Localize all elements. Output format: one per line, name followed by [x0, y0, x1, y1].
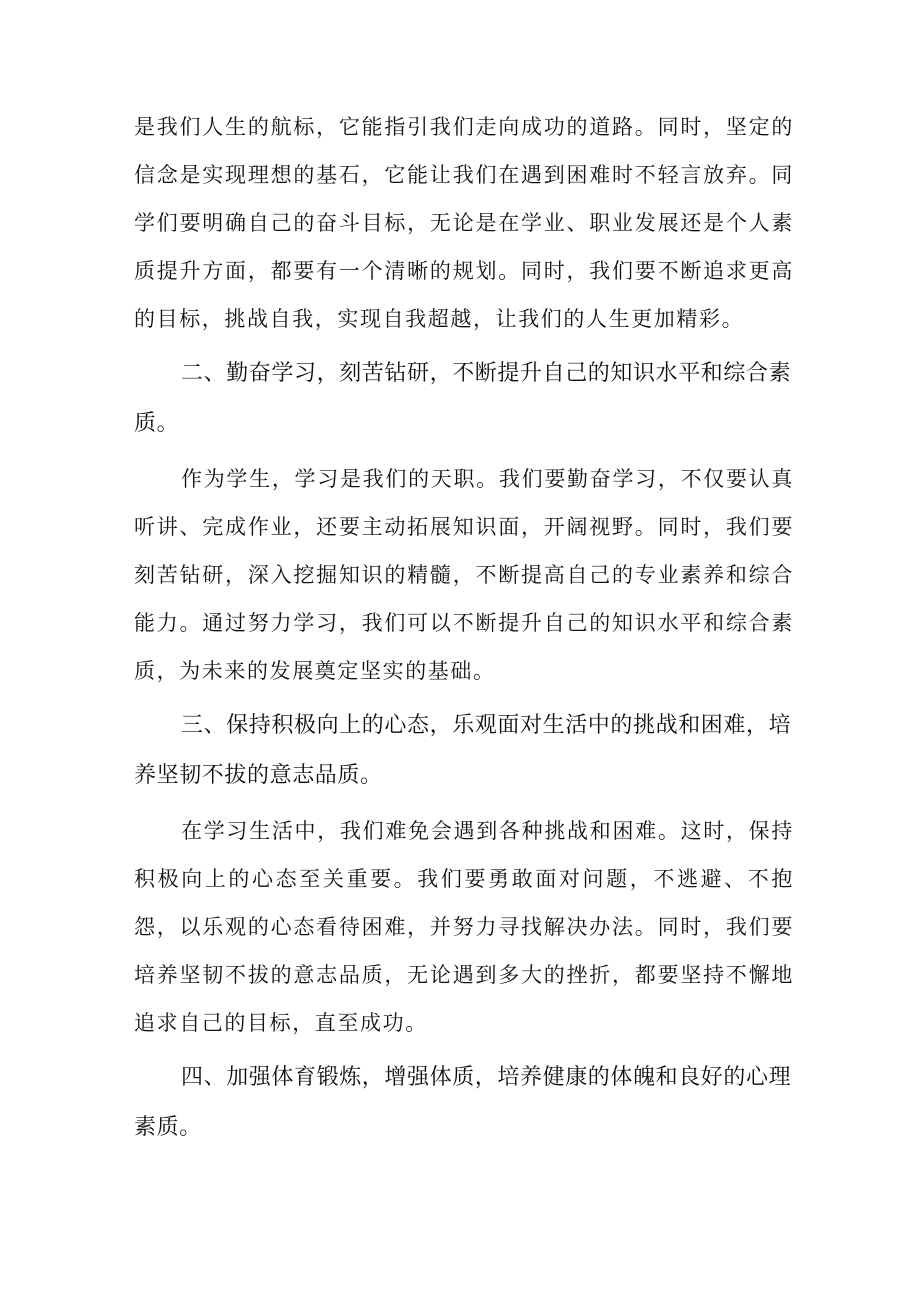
heading-study: 二、勤奋学习，刻苦钻研，不断提升自己的知识水平和综合素质。 — [134, 361, 792, 436]
paragraph-attitude: 在学习生活中，我们难免会遇到各种挑战和困难。这时，保持积极向上的心态至关重要。我们要勇敢面对问题，不逃避、不抱怨，以乐观的心态看待困难，并努力寻找解决办法。同时，我们要培养坚韧不拔的意志品质，无论遇到多大的挫折，都要坚持不懈地追求自己的目标，直至成功。 — [134, 819, 794, 1035]
heading-fitness: 四、加强体育锻炼，增强体质，培养健康的体魄和良好的心理素质。 — [134, 1065, 792, 1140]
paragraph-study: 作为学生，学习是我们的天职。我们要勤奋学习，不仅要认真听讲、完成作业，还要主动拓展知识面，开阔视野。同时，我们要刻苦钻研，深入挖掘知识的精髓，不断提高自己的专业素养和综合能力。通过努力学习，我们可以不断提升自己的知识水平和综合素质，为未来的发展奠定坚实的基础。 — [134, 467, 794, 683]
paragraph-goals: 是我们人生的航标，它能指引我们走向成功的道路。同时，坚定的信念是实现理想的基石，它能让我们在遇到困难时不轻言放弃。同学们要明确自己的奋斗目标，无论是在学业、职业发展还是个人素质提升方面，都要有一个清晰的规划。同时，我们要不断追求更高的目标，挑战自我，实现自我超越，让我们的人生更加精彩。 — [134, 115, 794, 331]
document-body — [134, 103, 794, 1153]
heading-attitude: 三、保持积极向上的心态，乐观面对生活中的挑战和困难，培养坚韧不拔的意志品质。 — [134, 713, 792, 788]
